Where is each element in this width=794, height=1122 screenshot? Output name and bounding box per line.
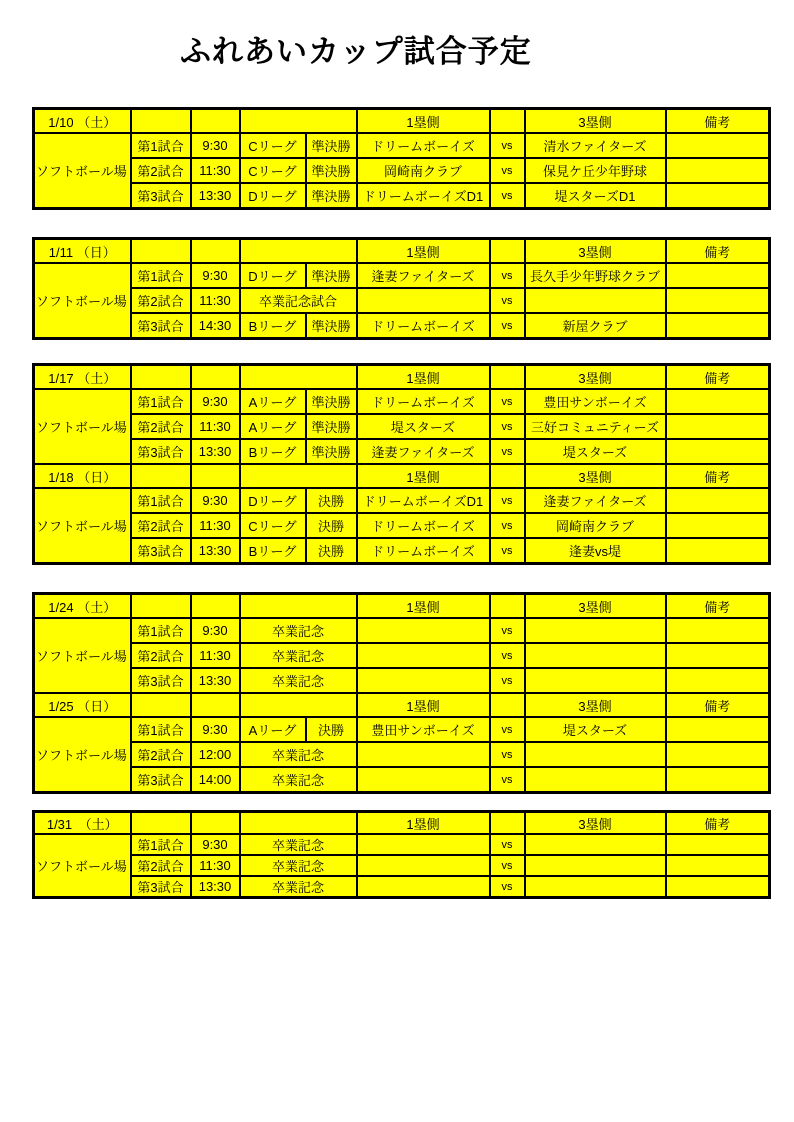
third-base-column-header: 3塁側	[525, 239, 666, 264]
empty-header-cell	[131, 594, 191, 619]
table-row	[34, 414, 770, 439]
third-base-column-header: 3塁側	[525, 693, 666, 717]
vs-cell: vs	[490, 488, 525, 513]
game-number-cell: 第1試合	[131, 618, 191, 643]
schedule-table	[32, 237, 771, 340]
schedule-table	[32, 592, 771, 794]
date-header: 1/10 （土）	[34, 109, 131, 134]
page-title: ふれあいカップ試合予定	[180, 34, 532, 69]
first-base-team-cell: 堤スターズ	[357, 414, 490, 439]
third-base-column-header: 3塁側	[525, 109, 666, 134]
table-row	[34, 488, 770, 513]
venue-cell: ソフトボール場	[34, 834, 131, 898]
time-cell: 13:30	[191, 538, 240, 564]
remarks-cell	[666, 855, 770, 876]
vs-cell: vs	[490, 834, 525, 855]
vs-cell: vs	[490, 668, 525, 693]
date-header: 1/17 （土）	[34, 365, 131, 390]
time-cell: 11:30	[191, 414, 240, 439]
league-cell: Bリーグ	[240, 313, 306, 339]
game-number-cell: 第1試合	[131, 717, 191, 742]
time-cell: 9:30	[191, 263, 240, 288]
first-base-team-cell: 豊田サンボーイズ	[357, 717, 490, 742]
empty-header-cell	[191, 109, 240, 134]
third-base-team-cell: 岡崎南クラブ	[525, 513, 666, 538]
league-cell: Cリーグ	[240, 513, 306, 538]
league-cell: Aリーグ	[240, 389, 306, 414]
first-base-team-cell	[357, 742, 490, 767]
empty-header-cell	[191, 365, 240, 390]
third-base-team-cell	[525, 876, 666, 898]
time-cell: 9:30	[191, 618, 240, 643]
vs-cell: vs	[490, 717, 525, 742]
remarks-column-header: 備考	[666, 464, 770, 488]
table-row	[34, 855, 770, 876]
time-cell: 14:00	[191, 767, 240, 793]
first-base-team-cell: 岡崎南クラブ	[357, 158, 490, 183]
third-base-team-cell: 保見ケ丘少年野球	[525, 158, 666, 183]
league-cell: Aリーグ	[240, 414, 306, 439]
vs-cell: vs	[490, 389, 525, 414]
table-row	[34, 183, 770, 209]
round-cell: 決勝	[306, 717, 357, 742]
remarks-cell	[666, 538, 770, 564]
game-number-cell: 第1試合	[131, 389, 191, 414]
time-cell: 11:30	[191, 288, 240, 313]
time-cell: 13:30	[191, 876, 240, 898]
remarks-cell	[666, 488, 770, 513]
third-base-column-header: 3塁側	[525, 365, 666, 390]
remarks-cell	[666, 389, 770, 414]
date-header: 1/24 （土）	[34, 594, 131, 619]
time-cell: 13:30	[191, 439, 240, 464]
round-cell: 準決勝	[306, 313, 357, 339]
remarks-column-header: 備考	[666, 365, 770, 390]
vs-cell: vs	[490, 133, 525, 158]
remarks-cell	[666, 767, 770, 793]
first-base-team-cell: ドリームボーイズ	[357, 538, 490, 564]
vs-cell: vs	[490, 643, 525, 668]
event-cell: 卒業記念	[240, 742, 357, 767]
remarks-column-header: 備考	[666, 812, 770, 835]
remarks-cell	[666, 513, 770, 538]
first-base-team-cell: ドリームボーイズ	[357, 313, 490, 339]
third-base-team-cell: 逢妻ファイターズ	[525, 488, 666, 513]
event-cell: 卒業記念	[240, 876, 357, 898]
remarks-cell	[666, 876, 770, 898]
round-cell: 準決勝	[306, 183, 357, 209]
round-cell: 準決勝	[306, 133, 357, 158]
game-number-cell: 第3試合	[131, 668, 191, 693]
table-row	[34, 876, 770, 898]
third-base-team-cell: 清水ファイターズ	[525, 133, 666, 158]
league-cell: Dリーグ	[240, 183, 306, 209]
event-cell: 卒業記念	[240, 855, 357, 876]
empty-header-cell	[490, 365, 525, 390]
game-number-cell: 第3試合	[131, 538, 191, 564]
date-header: 1/31 （土）	[34, 812, 131, 835]
vs-cell: vs	[490, 263, 525, 288]
third-base-team-cell: 新屋クラブ	[525, 313, 666, 339]
table-row	[34, 313, 770, 339]
empty-header-cell	[131, 464, 191, 488]
table-row	[34, 834, 770, 855]
league-cell: Aリーグ	[240, 717, 306, 742]
schedule-table	[32, 363, 771, 565]
remarks-cell	[666, 668, 770, 693]
game-number-cell: 第3試合	[131, 439, 191, 464]
third-base-team-cell: 長久手少年野球クラブ	[525, 263, 666, 288]
event-cell: 卒業記念	[240, 643, 357, 668]
remarks-cell	[666, 414, 770, 439]
empty-header-cell	[490, 812, 525, 835]
schedule-table	[32, 107, 771, 210]
remarks-cell	[666, 439, 770, 464]
first-base-column-header: 1塁側	[357, 109, 490, 134]
empty-header-cell	[240, 594, 357, 619]
third-base-team-cell	[525, 834, 666, 855]
table-row	[34, 538, 770, 564]
venue-cell: ソフトボール場	[34, 263, 131, 339]
league-cell: Dリーグ	[240, 488, 306, 513]
empty-header-cell	[191, 594, 240, 619]
first-base-column-header: 1塁側	[357, 812, 490, 835]
third-base-team-cell	[525, 618, 666, 643]
round-cell: 決勝	[306, 513, 357, 538]
empty-header-cell	[240, 239, 357, 264]
empty-header-cell	[490, 239, 525, 264]
third-base-team-cell: 堤スターズD1	[525, 183, 666, 209]
vs-cell: vs	[490, 288, 525, 313]
time-cell: 11:30	[191, 643, 240, 668]
third-base-column-header: 3塁側	[525, 464, 666, 488]
third-base-team-cell: 三好コミュニティーズ	[525, 414, 666, 439]
first-base-team-cell: 逢妻ファイターズ	[357, 439, 490, 464]
remarks-cell	[666, 158, 770, 183]
game-number-cell: 第2試合	[131, 742, 191, 767]
first-base-team-cell: ドリームボーイズ	[357, 389, 490, 414]
empty-header-cell	[240, 693, 357, 717]
game-number-cell: 第3試合	[131, 313, 191, 339]
remarks-column-header: 備考	[666, 693, 770, 717]
time-cell: 9:30	[191, 389, 240, 414]
round-cell: 準決勝	[306, 414, 357, 439]
vs-cell: vs	[490, 439, 525, 464]
game-number-cell: 第2試合	[131, 643, 191, 668]
vs-cell: vs	[490, 876, 525, 898]
empty-header-cell	[191, 239, 240, 264]
empty-header-cell	[490, 464, 525, 488]
game-number-cell: 第2試合	[131, 414, 191, 439]
vs-cell: vs	[490, 414, 525, 439]
first-base-team-cell	[357, 855, 490, 876]
table-row	[34, 389, 770, 414]
venue-cell: ソフトボール場	[34, 618, 131, 693]
third-base-team-cell: 豊田サンボーイズ	[525, 389, 666, 414]
first-base-team-cell: ドリームボーイズ	[357, 513, 490, 538]
game-number-cell: 第3試合	[131, 767, 191, 793]
remarks-cell	[666, 618, 770, 643]
empty-header-cell	[131, 693, 191, 717]
game-number-cell: 第1試合	[131, 133, 191, 158]
first-base-column-header: 1塁側	[357, 365, 490, 390]
table-row	[34, 439, 770, 464]
third-base-team-cell	[525, 855, 666, 876]
time-cell: 9:30	[191, 717, 240, 742]
date-header: 1/18 （日）	[34, 464, 131, 488]
first-base-team-cell: ドリームボーイズD1	[357, 488, 490, 513]
remarks-column-header: 備考	[666, 594, 770, 619]
round-cell: 準決勝	[306, 439, 357, 464]
table-row	[34, 717, 770, 742]
empty-header-cell	[191, 464, 240, 488]
first-base-team-cell	[357, 834, 490, 855]
table-row	[34, 133, 770, 158]
time-cell: 9:30	[191, 834, 240, 855]
vs-cell: vs	[490, 513, 525, 538]
date-header: 1/25 （日）	[34, 693, 131, 717]
remarks-cell	[666, 643, 770, 668]
league-cell: Cリーグ	[240, 133, 306, 158]
time-cell: 14:30	[191, 313, 240, 339]
venue-cell: ソフトボール場	[34, 389, 131, 464]
vs-cell: vs	[490, 855, 525, 876]
game-number-cell: 第2試合	[131, 158, 191, 183]
first-base-team-cell	[357, 668, 490, 693]
time-cell: 12:00	[191, 742, 240, 767]
vs-cell: vs	[490, 742, 525, 767]
empty-header-cell	[191, 812, 240, 835]
first-base-team-cell	[357, 618, 490, 643]
remarks-cell	[666, 288, 770, 313]
first-base-team-cell: ドリームボーイズD1	[357, 183, 490, 209]
event-cell: 卒業記念	[240, 834, 357, 855]
game-number-cell: 第2試合	[131, 288, 191, 313]
round-cell: 準決勝	[306, 263, 357, 288]
league-cell: Cリーグ	[240, 158, 306, 183]
event-cell: 卒業記念試合	[240, 288, 357, 313]
first-base-column-header: 1塁側	[357, 464, 490, 488]
first-base-team-cell	[357, 643, 490, 668]
remarks-cell	[666, 133, 770, 158]
table-row	[34, 742, 770, 767]
game-number-cell: 第1試合	[131, 488, 191, 513]
remarks-cell	[666, 183, 770, 209]
venue-cell: ソフトボール場	[34, 717, 131, 793]
round-cell: 決勝	[306, 538, 357, 564]
remarks-column-header: 備考	[666, 109, 770, 134]
game-number-cell: 第3試合	[131, 183, 191, 209]
table-row	[34, 668, 770, 693]
vs-cell: vs	[490, 618, 525, 643]
third-base-team-cell: 逢妻vs堤	[525, 538, 666, 564]
table-row	[34, 158, 770, 183]
vs-cell: vs	[490, 313, 525, 339]
third-base-team-cell	[525, 742, 666, 767]
third-base-team-cell	[525, 767, 666, 793]
vs-cell: vs	[490, 158, 525, 183]
vs-cell: vs	[490, 767, 525, 793]
empty-header-cell	[240, 464, 357, 488]
third-base-team-cell: 堤スターズ	[525, 439, 666, 464]
empty-header-cell	[131, 812, 191, 835]
table-row	[34, 263, 770, 288]
table-row	[34, 513, 770, 538]
first-base-column-header: 1塁側	[357, 693, 490, 717]
remarks-cell	[666, 717, 770, 742]
remarks-cell	[666, 263, 770, 288]
league-cell: Dリーグ	[240, 263, 306, 288]
empty-header-cell	[191, 693, 240, 717]
event-cell: 卒業記念	[240, 668, 357, 693]
round-cell: 準決勝	[306, 389, 357, 414]
vs-cell: vs	[490, 183, 525, 209]
event-cell: 卒業記念	[240, 767, 357, 793]
empty-header-cell	[240, 812, 357, 835]
third-base-column-header: 3塁側	[525, 812, 666, 835]
first-base-team-cell: 逢妻ファイターズ	[357, 263, 490, 288]
vs-cell: vs	[490, 538, 525, 564]
empty-header-cell	[240, 365, 357, 390]
event-cell: 卒業記念	[240, 618, 357, 643]
game-number-cell: 第2試合	[131, 513, 191, 538]
date-header: 1/11 （日）	[34, 239, 131, 264]
time-cell: 11:30	[191, 855, 240, 876]
league-cell: Bリーグ	[240, 538, 306, 564]
league-cell: Bリーグ	[240, 439, 306, 464]
third-base-team-cell	[525, 288, 666, 313]
time-cell: 13:30	[191, 183, 240, 209]
third-base-column-header: 3塁側	[525, 594, 666, 619]
table-row	[34, 618, 770, 643]
time-cell: 9:30	[191, 133, 240, 158]
time-cell: 11:30	[191, 158, 240, 183]
empty-header-cell	[490, 109, 525, 134]
third-base-team-cell	[525, 668, 666, 693]
remarks-column-header: 備考	[666, 239, 770, 264]
remarks-cell	[666, 742, 770, 767]
game-number-cell: 第1試合	[131, 263, 191, 288]
remarks-cell	[666, 313, 770, 339]
time-cell: 11:30	[191, 513, 240, 538]
game-number-cell: 第1試合	[131, 834, 191, 855]
first-base-team-cell	[357, 288, 490, 313]
remarks-cell	[666, 834, 770, 855]
empty-header-cell	[490, 594, 525, 619]
empty-header-cell	[131, 365, 191, 390]
round-cell: 準決勝	[306, 158, 357, 183]
first-base-column-header: 1塁側	[357, 594, 490, 619]
time-cell: 9:30	[191, 488, 240, 513]
third-base-team-cell	[525, 643, 666, 668]
empty-header-cell	[131, 109, 191, 134]
first-base-team-cell	[357, 876, 490, 898]
empty-header-cell	[490, 693, 525, 717]
table-row	[34, 288, 770, 313]
round-cell: 決勝	[306, 488, 357, 513]
game-number-cell: 第3試合	[131, 876, 191, 898]
venue-cell: ソフトボール場	[34, 133, 131, 209]
first-base-column-header: 1塁側	[357, 239, 490, 264]
first-base-team-cell: ドリームボーイズ	[357, 133, 490, 158]
table-row	[34, 643, 770, 668]
venue-cell: ソフトボール場	[34, 488, 131, 564]
game-number-cell: 第2試合	[131, 855, 191, 876]
empty-header-cell	[131, 239, 191, 264]
third-base-team-cell: 堤スターズ	[525, 717, 666, 742]
schedule-tables	[32, 107, 772, 899]
first-base-team-cell	[357, 767, 490, 793]
empty-header-cell	[240, 109, 357, 134]
table-row	[34, 767, 770, 793]
schedule-table	[32, 810, 771, 899]
time-cell: 13:30	[191, 668, 240, 693]
